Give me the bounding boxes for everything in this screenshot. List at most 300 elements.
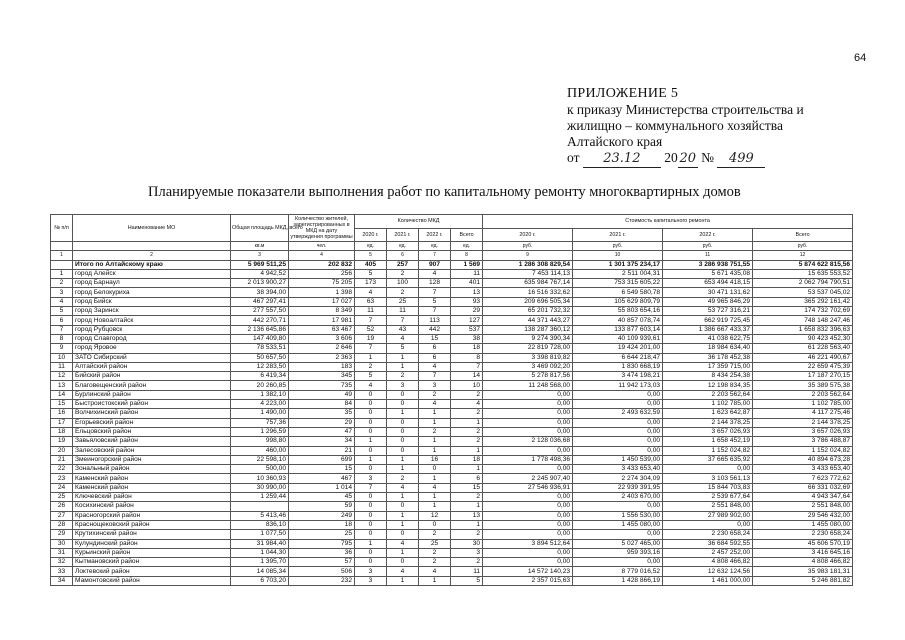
cell-s2020: 0,00 xyxy=(483,520,573,529)
cell-c2022: 2 xyxy=(419,427,451,436)
cell-s2022: 1 658 452,19 xyxy=(663,437,753,446)
cell-people: 3 606 xyxy=(289,334,355,343)
cell-stotal: 2 551 848,00 xyxy=(753,502,853,511)
cell-people: 506 xyxy=(289,567,355,576)
column-number-cell: 9 xyxy=(483,251,573,260)
cell-stotal: 15 635 553,52 xyxy=(753,269,853,278)
unit-cell xyxy=(51,242,73,251)
cell-s2021: 2 511 004,31 xyxy=(573,269,663,278)
unit-cell: кв.м xyxy=(231,242,289,251)
cell-stotal: 3 416 645,16 xyxy=(753,548,853,557)
header-cost-2020: 2020 г. xyxy=(483,228,573,242)
table-row xyxy=(51,362,853,371)
cell-c2021: 2 xyxy=(387,288,419,297)
cell-c2022: 2 xyxy=(419,390,451,399)
cell-s2021: 753 315 605,22 xyxy=(573,279,663,288)
cell-name: ЗАТО Сибирский xyxy=(73,353,231,362)
cell-num: 33 xyxy=(51,567,73,576)
table-row xyxy=(51,325,853,334)
cell-c2020: 0 xyxy=(355,548,387,557)
cell-stotal: 4 117 275,46 xyxy=(753,409,853,418)
cell-people: 1 014 xyxy=(289,483,355,492)
cell-area: 998,80 xyxy=(231,437,289,446)
cell-c2022: 5 xyxy=(419,297,451,306)
unit-cell: руб. xyxy=(753,242,853,251)
cell-s2022: 36 684 592,55 xyxy=(663,539,753,548)
cell-c2021: 0 xyxy=(387,530,419,539)
cell-stotal: 1 455 080,00 xyxy=(753,520,853,529)
cell-s2022: 1 102 785,00 xyxy=(663,400,753,409)
cell-c2022: 1 xyxy=(419,474,451,483)
cell-s2020: 3 398 819,82 xyxy=(483,353,573,362)
cell-s2022: 1 386 667 433,37 xyxy=(663,325,753,334)
unit-cell: ед. xyxy=(355,242,387,251)
cell-c2021: 2 xyxy=(387,269,419,278)
cell-area: 277 557,50 xyxy=(231,307,289,316)
cell-s2022: 27 989 902,00 xyxy=(663,511,753,520)
cell-c2022: 4 xyxy=(419,269,451,278)
cell-s2020: 0,00 xyxy=(483,493,573,502)
cell-people: 45 xyxy=(289,493,355,502)
cell-s2021: 6 644 218,47 xyxy=(573,353,663,362)
cell-area: 6 703,20 xyxy=(231,576,289,585)
cell-num: 1 xyxy=(51,269,73,278)
cell-stotal: 3 657 026,93 xyxy=(753,427,853,436)
cell-s2020: 0,00 xyxy=(483,502,573,511)
cell-c2020: 3 xyxy=(355,567,387,576)
cell-s2021: 1 450 539,00 xyxy=(573,455,663,464)
cell-s2022: 18 984 634,40 xyxy=(663,344,753,353)
cell-c2020: 1 xyxy=(355,455,387,464)
appendix-title: ПРИЛОЖЕНИЕ 5 xyxy=(567,86,679,101)
cell-s2020: 209 696 505,34 xyxy=(483,297,573,306)
cell-c2021: 1 xyxy=(387,455,419,464)
cell-s2021: 0,00 xyxy=(573,530,663,539)
cell-c2021: 4 xyxy=(387,539,419,548)
unit-cell: чел. xyxy=(289,242,355,251)
cell-s2021: 40 109 939,61 xyxy=(573,334,663,343)
cell-s2022: 1 623 642,87 xyxy=(663,409,753,418)
cell-stotal: 2 144 378,25 xyxy=(753,418,853,427)
cell-name: город Белокуриха xyxy=(73,288,231,297)
cell-num: 3 xyxy=(51,288,73,297)
cell-ctotal: 537 xyxy=(451,325,483,334)
cell-c2020: 0 xyxy=(355,400,387,409)
header-cost-2022: 2022 г. xyxy=(663,228,753,242)
cell-people: 15 xyxy=(289,465,355,474)
cell-c2020: 7 xyxy=(355,344,387,353)
cell-s2021: 0,00 xyxy=(573,437,663,446)
cell-name: Быстроистокский район xyxy=(73,400,231,409)
cell-num: 30 xyxy=(51,539,73,548)
cell-s2022: 2 457 252,00 xyxy=(663,548,753,557)
cell-c2021: 7 xyxy=(387,316,419,325)
cell-s2022: 1 152 024,82 xyxy=(663,446,753,455)
column-number-cell: 4 xyxy=(289,251,355,260)
cell-s2022: 2 203 562,64 xyxy=(663,390,753,399)
column-number-cell: 3 xyxy=(231,251,289,260)
cell-area: 1 077,50 xyxy=(231,530,289,539)
cell-s2020: 0,00 xyxy=(483,548,573,557)
cell-s2022: 30 471 131,62 xyxy=(663,288,753,297)
cell-stotal: 3 433 653,40 xyxy=(753,465,853,474)
cell-name: Каменский район xyxy=(73,474,231,483)
cell-c2020: 1 xyxy=(355,539,387,548)
cell-c2020: 0 xyxy=(355,465,387,474)
table-row xyxy=(51,530,853,539)
cell-c2021: 4 xyxy=(387,334,419,343)
cell-stotal: 61 228 563,40 xyxy=(753,344,853,353)
cell-s2022: 37 665 635,92 xyxy=(663,455,753,464)
cell-name: Красногорский район xyxy=(73,511,231,520)
cell-stotal: 1 102 785,00 xyxy=(753,400,853,409)
number-prefix: № xyxy=(701,150,714,165)
cell-s2021: 5 027 465,00 xyxy=(573,539,663,548)
cell-stotal: 2 230 658,24 xyxy=(753,530,853,539)
header-cost-2021: 2021 г. xyxy=(573,228,663,242)
cell-ctotal: 5 xyxy=(451,576,483,585)
cell-c2022: 6 xyxy=(419,353,451,362)
cell-people: 75 205 xyxy=(289,279,355,288)
column-number-cell: 2 xyxy=(73,251,231,260)
cell-name: город Заринск xyxy=(73,307,231,316)
cell-c2022: 2 xyxy=(419,548,451,557)
cell-ctotal: 6 xyxy=(451,474,483,483)
cell-c2021: 0 xyxy=(387,437,419,446)
cell-area: 78 533,51 xyxy=(231,344,289,353)
cell-c2021: 1 xyxy=(387,548,419,557)
cell-stotal: 1 152 024,82 xyxy=(753,446,853,455)
cell-s2021: 55 803 654,16 xyxy=(573,307,663,316)
cell-s2021: 0,00 xyxy=(573,400,663,409)
cell-ctotal: 2 xyxy=(451,437,483,446)
cell-s2022: 0,00 xyxy=(663,465,753,474)
cell-name: Зональный район xyxy=(73,465,231,474)
cell-ctotal: 7 xyxy=(451,362,483,371)
cell-name: город Бийск xyxy=(73,297,231,306)
cell-area: 442 270,71 xyxy=(231,316,289,325)
cell-c2021: 11 xyxy=(387,307,419,316)
cell-name: Ельцовский район xyxy=(73,427,231,436)
cell-ctotal: 1 xyxy=(451,465,483,474)
cell-people: 84 xyxy=(289,400,355,409)
date-prefix: от xyxy=(567,150,580,165)
cell-ctotal: 2 xyxy=(451,558,483,567)
header-count-2022: 2022 г. xyxy=(419,228,451,242)
cell-c2022: 25 xyxy=(419,539,451,548)
cell-area: 5 413,46 xyxy=(231,511,289,520)
cell-s2020: 14 572 140,23 xyxy=(483,567,573,576)
cell-people: 29 xyxy=(289,418,355,427)
cell-area: 10 360,93 xyxy=(231,474,289,483)
date-handwritten: 23.12 xyxy=(603,151,641,166)
cell-s2022: 662 919 725,45 xyxy=(663,316,753,325)
cell-name: Мамонтовский район xyxy=(73,576,231,585)
cell-num: 21 xyxy=(51,455,73,464)
cell-num: 4 xyxy=(51,297,73,306)
cell-s2021: 0,00 xyxy=(573,427,663,436)
cell-c2021: 25 xyxy=(387,297,419,306)
column-number-cell: 8 xyxy=(451,251,483,260)
table-row xyxy=(51,390,853,399)
table-row xyxy=(51,409,853,418)
cell-people: 795 xyxy=(289,539,355,548)
cell-people: 467 xyxy=(289,474,355,483)
cell-s2022: 8 434 254,38 xyxy=(663,372,753,381)
cell-stotal: 17 187 270,15 xyxy=(753,372,853,381)
cell-ctotal: 1 xyxy=(451,520,483,529)
cell-ctotal: 15 xyxy=(451,483,483,492)
column-number-cell: 5 xyxy=(355,251,387,260)
cell-num: 19 xyxy=(51,437,73,446)
cell-c2022: 7 xyxy=(419,372,451,381)
cell-c2020: 0 xyxy=(355,493,387,502)
cell-name: Локтевский район xyxy=(73,567,231,576)
cell-c2020: 3 xyxy=(355,576,387,585)
cell-c2021: 1 xyxy=(387,409,419,418)
cell-people: 34 xyxy=(289,437,355,446)
cell-s2022: 15 844 703,83 xyxy=(663,483,753,492)
cell-name: Кытмановский район xyxy=(73,558,231,567)
cell-ctotal: 401 xyxy=(451,279,483,288)
total-cell-c2021: 257 xyxy=(387,260,419,269)
cell-stotal: 22 659 475,39 xyxy=(753,362,853,371)
data-table xyxy=(50,214,853,586)
appendix-date-line xyxy=(567,150,804,168)
cell-c2022: 4 xyxy=(419,362,451,371)
cell-s2021: 133 877 603,14 xyxy=(573,325,663,334)
cell-s2022: 41 038 622,75 xyxy=(663,334,753,343)
cell-people: 57 xyxy=(289,558,355,567)
cell-stotal: 2 203 562,64 xyxy=(753,390,853,399)
cell-c2020: 0 xyxy=(355,390,387,399)
cell-c2021: 100 xyxy=(387,279,419,288)
cell-s2020: 0,00 xyxy=(483,400,573,409)
cell-ctotal: 1 xyxy=(451,418,483,427)
cell-c2022: 2 xyxy=(419,558,451,567)
cell-c2021: 4 xyxy=(387,483,419,492)
page-heading: Планируемые показатели выполнения работ по капитальному ремонту многоквартирных домов xyxy=(148,184,741,200)
cell-s2020: 44 371 443,27 xyxy=(483,316,573,325)
cell-area: 1 044,30 xyxy=(231,548,289,557)
cell-s2021: 0,00 xyxy=(573,418,663,427)
cell-c2020: 3 xyxy=(355,474,387,483)
total-cell-name: Итого по Алтайскому краю xyxy=(73,260,231,269)
cell-c2020: 1 xyxy=(355,353,387,362)
cell-ctotal: 2 xyxy=(451,493,483,502)
cell-people: 17 981 xyxy=(289,316,355,325)
table-row xyxy=(51,483,853,492)
cell-num: 28 xyxy=(51,520,73,529)
table-row xyxy=(51,446,853,455)
cell-people: 2 363 xyxy=(289,353,355,362)
cell-ctotal: 18 xyxy=(451,344,483,353)
header-area: Общая площадь МКД, всего xyxy=(231,215,289,242)
cell-stotal: 90 423 452,30 xyxy=(753,334,853,343)
cell-s2020: 65 201 732,32 xyxy=(483,307,573,316)
cell-stotal: 1 658 832 396,63 xyxy=(753,325,853,334)
unit-cell: ед. xyxy=(387,242,419,251)
cell-s2022: 653 494 418,15 xyxy=(663,279,753,288)
cell-c2022: 1 xyxy=(419,576,451,585)
cell-s2022: 12 632 124,56 xyxy=(663,567,753,576)
table-row xyxy=(51,297,853,306)
cell-area: 147 409,80 xyxy=(231,334,289,343)
cell-c2020: 0 xyxy=(355,520,387,529)
cell-s2020: 0,00 xyxy=(483,418,573,427)
cell-stotal: 29 546 432,00 xyxy=(753,511,853,520)
cell-area: 4 223,00 xyxy=(231,400,289,409)
cell-ctotal: 1 xyxy=(451,446,483,455)
cell-ctotal: 30 xyxy=(451,539,483,548)
table-row xyxy=(51,288,853,297)
cell-s2021: 2 274 304,09 xyxy=(573,474,663,483)
cell-s2020: 0,00 xyxy=(483,409,573,418)
cell-people: 36 xyxy=(289,548,355,557)
cell-s2021: 959 393,16 xyxy=(573,548,663,557)
cell-name: город Яровое xyxy=(73,344,231,353)
cell-s2020: 635 984 767,14 xyxy=(483,279,573,288)
cell-stotal: 5 246 881,82 xyxy=(753,576,853,585)
total-cell-num xyxy=(51,260,73,269)
cell-ctotal: 10 xyxy=(451,381,483,390)
cell-people: 21 xyxy=(289,446,355,455)
cell-s2020: 27 546 936,91 xyxy=(483,483,573,492)
cell-people: 18 xyxy=(289,520,355,529)
cell-s2022: 2 551 848,00 xyxy=(663,502,753,511)
cell-num: 25 xyxy=(51,493,73,502)
cell-stotal: 748 148 247,46 xyxy=(753,316,853,325)
cell-s2021: 0,00 xyxy=(573,390,663,399)
cell-stotal: 35 389 575,38 xyxy=(753,381,853,390)
cell-ctotal: 2 xyxy=(451,409,483,418)
cell-s2021: 105 629 809,79 xyxy=(573,297,663,306)
cell-area: 1 490,00 xyxy=(231,409,289,418)
cell-s2020: 2 357 015,63 xyxy=(483,576,573,585)
total-cell-ctotal: 1 569 xyxy=(451,260,483,269)
cell-ctotal: 3 xyxy=(451,548,483,557)
cell-s2021: 19 424 201,00 xyxy=(573,344,663,353)
cell-area: 14 085,34 xyxy=(231,567,289,576)
cell-c2020: 1 xyxy=(355,437,387,446)
cell-area: 38 394,00 xyxy=(231,288,289,297)
table-row xyxy=(51,427,853,436)
cell-s2022: 3 657 026,93 xyxy=(663,427,753,436)
cell-c2021: 43 xyxy=(387,325,419,334)
cell-ctotal: 8 xyxy=(451,353,483,362)
table-row xyxy=(51,511,853,520)
cell-c2020: 4 xyxy=(355,381,387,390)
cell-area: 1 296,59 xyxy=(231,427,289,436)
cell-people: 1 398 xyxy=(289,288,355,297)
cell-s2021: 0,00 xyxy=(573,446,663,455)
cell-s2021: 11 942 173,03 xyxy=(573,381,663,390)
cell-num: 31 xyxy=(51,548,73,557)
cell-s2020: 0,00 xyxy=(483,465,573,474)
cell-s2020: 7 453 114,13 xyxy=(483,269,573,278)
cell-stotal: 7 623 772,62 xyxy=(753,474,853,483)
cell-name: Змеиногорский район xyxy=(73,455,231,464)
cell-num: 11 xyxy=(51,362,73,371)
table-row xyxy=(51,344,853,353)
table-row xyxy=(51,372,853,381)
cell-s2020: 9 274 390,34 xyxy=(483,334,573,343)
cell-c2020: 52 xyxy=(355,325,387,334)
cell-s2021: 40 857 078,74 xyxy=(573,316,663,325)
cell-name: Завьяловский район xyxy=(73,437,231,446)
cell-area: 20 260,85 xyxy=(231,381,289,390)
cell-s2022: 5 671 435,08 xyxy=(663,269,753,278)
cell-num: 34 xyxy=(51,576,73,585)
cell-num: 17 xyxy=(51,418,73,427)
cell-c2021: 1 xyxy=(387,353,419,362)
cell-people: 35 xyxy=(289,409,355,418)
cell-people: 249 xyxy=(289,511,355,520)
cell-stotal: 174 732 702,69 xyxy=(753,307,853,316)
cell-people: 17 027 xyxy=(289,297,355,306)
cell-area: 2 136 645,86 xyxy=(231,325,289,334)
cell-c2021: 3 xyxy=(387,381,419,390)
cell-s2021: 8 779 016,52 xyxy=(573,567,663,576)
appendix-line-3: Алтайского края xyxy=(567,134,663,149)
cell-s2020: 2 245 907,40 xyxy=(483,474,573,483)
cell-name: город Рубцовск xyxy=(73,325,231,334)
cell-c2022: 4 xyxy=(419,567,451,576)
cell-c2020: 173 xyxy=(355,279,387,288)
cell-c2021: 2 xyxy=(387,372,419,381)
cell-s2020: 0,00 xyxy=(483,390,573,399)
cell-s2021: 22 939 391,95 xyxy=(573,483,663,492)
cell-c2020: 7 xyxy=(355,483,387,492)
cell-num: 20 xyxy=(51,446,73,455)
cell-stotal: 365 292 161,42 xyxy=(753,297,853,306)
cell-s2020: 0,00 xyxy=(483,558,573,567)
cell-name: Ключевский район xyxy=(73,493,231,502)
cell-num: 13 xyxy=(51,381,73,390)
cell-name: Волчихинский район xyxy=(73,409,231,418)
cell-people: 59 xyxy=(289,502,355,511)
cell-s2020: 11 248 568,00 xyxy=(483,381,573,390)
cell-c2021: 1 xyxy=(387,576,419,585)
cell-stotal: 53 537 045,02 xyxy=(753,288,853,297)
column-number-cell: 6 xyxy=(387,251,419,260)
cell-ctotal: 11 xyxy=(451,269,483,278)
cell-ctotal: 11 xyxy=(451,567,483,576)
table-row xyxy=(51,400,853,409)
cell-s2021: 0,00 xyxy=(573,558,663,567)
cell-people: 2 646 xyxy=(289,344,355,353)
cell-people: 25 xyxy=(289,530,355,539)
cell-name: город Новоалтайск xyxy=(73,316,231,325)
cell-s2020: 0,00 xyxy=(483,427,573,436)
unit-cell: руб. xyxy=(573,242,663,251)
cell-c2020: 0 xyxy=(355,409,387,418)
cell-s2020: 3 469 092,20 xyxy=(483,362,573,371)
cell-ctotal: 93 xyxy=(451,297,483,306)
cell-c2022: 7 xyxy=(419,307,451,316)
cell-c2020: 2 xyxy=(355,362,387,371)
column-number-cell: 7 xyxy=(419,251,451,260)
cell-num: 22 xyxy=(51,465,73,474)
appendix-line-1: к приказу Министерства строительства и xyxy=(567,102,804,117)
cell-c2020: 0 xyxy=(355,530,387,539)
table-row xyxy=(51,279,853,288)
cell-s2020: 138 287 360,12 xyxy=(483,325,573,334)
cell-people: 63 467 xyxy=(289,325,355,334)
cell-c2020: 11 xyxy=(355,307,387,316)
cell-c2020: 7 xyxy=(355,316,387,325)
cell-stotal: 2 062 794 790,51 xyxy=(753,279,853,288)
